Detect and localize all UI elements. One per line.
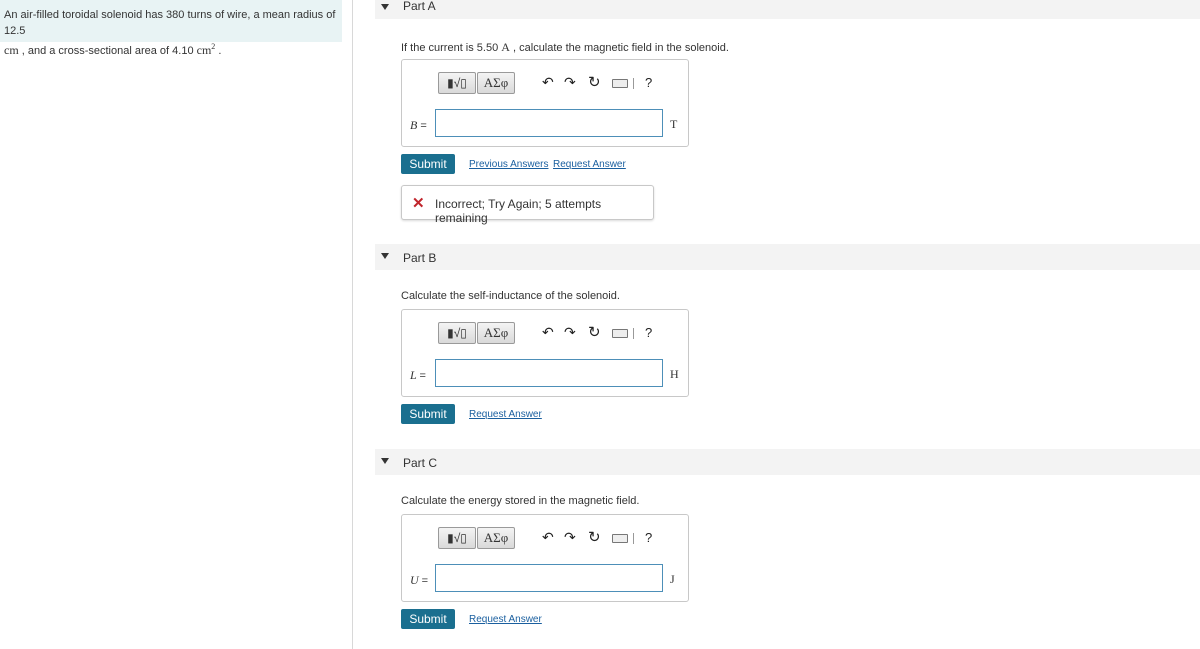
reset-icon[interactable]: ↻ — [588, 529, 601, 546]
part-b-answer-box — [401, 309, 689, 397]
help-icon[interactable]: ? — [645, 530, 653, 545]
answer-input-b[interactable] — [435, 109, 663, 137]
caret-down-icon — [381, 253, 389, 259]
part-c-title: Part C — [403, 456, 438, 470]
feedback-message: Incorrect; Try Again; 5 attempts remaining — [435, 197, 602, 225]
submit-button-c[interactable]: Submit — [401, 609, 455, 629]
greek-symbols-button[interactable]: ΑΣφ — [477, 322, 515, 344]
variable-label-l: L = — [410, 368, 426, 382]
toolbar-separator — [633, 328, 634, 339]
part-c-header[interactable] — [375, 449, 1200, 475]
toolbar-separator — [633, 78, 634, 89]
submit-button-a[interactable]: Submit — [401, 154, 455, 174]
part-b-title: Part B — [403, 251, 437, 265]
undo-icon[interactable]: ↶ — [542, 324, 554, 340]
part-a-question: If the current is 5.50 A , calculate the magnetic field in the solenoid. — [401, 40, 729, 54]
column-divider — [352, 0, 353, 649]
template-button[interactable]: ▮√▯ — [438, 72, 476, 94]
toolbar-separator — [633, 533, 634, 544]
redo-icon[interactable]: ↷ — [564, 324, 576, 340]
answer-input-l[interactable] — [435, 359, 663, 387]
part-b-header[interactable] — [375, 244, 1200, 270]
undo-icon[interactable]: ↶ — [542, 529, 554, 545]
part-a-answer-box — [401, 59, 689, 147]
x-icon: ✕ — [412, 195, 425, 212]
answer-input-u[interactable] — [435, 564, 663, 592]
part-b-question: Calculate the self-inductance of the solenoid. — [401, 290, 620, 302]
help-icon[interactable]: ? — [645, 75, 653, 90]
variable-label-u: U = — [410, 573, 429, 587]
problem-statement — [0, 0, 342, 57]
problem-text-2: , and a cross-sectional area of 4.10 — [21, 45, 194, 57]
part-c-question: Calculate the energy stored in the magnetic field. — [401, 495, 640, 507]
redo-icon[interactable]: ↷ — [564, 74, 576, 90]
reset-icon[interactable]: ↻ — [588, 74, 601, 91]
greek-symbols-button[interactable]: ΑΣφ — [477, 527, 515, 549]
request-answer-link-c[interactable]: Request Answer — [469, 614, 542, 625]
greek-symbols-button[interactable]: ΑΣφ — [477, 72, 515, 94]
part-c-answer-box — [401, 514, 689, 602]
variable-label-b: B = — [410, 118, 427, 132]
problem-text-end: . — [218, 45, 222, 57]
keyboard-icon[interactable] — [612, 534, 628, 543]
submit-button-b[interactable]: Submit — [401, 404, 455, 424]
unit-label-t: T — [670, 117, 678, 131]
caret-down-icon — [381, 4, 389, 10]
unit-cm2: $cm^2$ — [196, 42, 216, 57]
caret-down-icon — [381, 458, 389, 464]
redo-icon[interactable]: ↷ — [564, 529, 576, 545]
previous-answers-link[interactable]: Previous Answers — [469, 159, 549, 170]
unit-cm: cm — [4, 43, 19, 57]
undo-icon[interactable]: ↶ — [542, 74, 554, 90]
template-button[interactable]: ▮√▯ — [438, 527, 476, 549]
keyboard-icon[interactable] — [612, 79, 628, 88]
request-answer-link-b[interactable]: Request Answer — [469, 409, 542, 420]
help-icon[interactable]: ? — [645, 325, 653, 340]
problem-text-1: An air-filled toroidal solenoid has 380 turns of wire, a mean radius of 12.5 — [4, 9, 336, 37]
part-a-header[interactable] — [375, 0, 1200, 19]
request-answer-link-a[interactable]: Request Answer — [553, 159, 626, 170]
part-a-title: Part A — [403, 0, 436, 13]
reset-icon[interactable]: ↻ — [588, 324, 601, 341]
keyboard-icon[interactable] — [612, 329, 628, 338]
feedback-box — [401, 185, 654, 225]
template-button[interactable]: ▮√▯ — [438, 322, 476, 344]
unit-label-h: H — [670, 367, 679, 381]
unit-label-j: J — [670, 572, 675, 586]
